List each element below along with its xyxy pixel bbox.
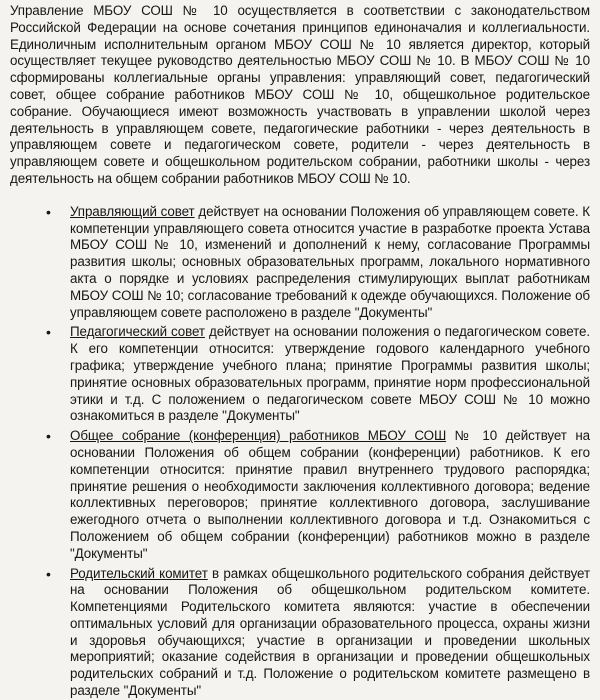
intro-paragraph: Управление МБОУ СОШ № 10 осуществляется в соответствии с законодательством Российской Федерации на основе сочетания принципов единоначалия и коллегиальности. Единоличным исполнительным органом МБОУ СОШ № 10 является директор, который осуществляет текущее руководство деятельностью МБОУ СОШ № 10. В МБОУ СОШ № 10 сформированы коллегиальные органы управления: управляющий совет, педагогический совет, общее собрание работников МБОУ СОШ № 10, общешкольное родительское собрание. Обучающиеся имеют возможность участвовать в управлении школой через деятельность в управляющем совете, педагогические работники - через деятельность в управляющем совете и педагогическом совете, родители - через деятельность в управляющем совете и общешкольном родительском собрании, работники школы - через деятельность на общем собрании работников МБОУ СОШ № 10.	[10, 3, 590, 186]
bullet-icon: •	[46, 565, 51, 582]
governing-bodies-list	[10, 204, 590, 700]
list-item-title: Общее собрание (конференция) работников МБОУ СОШ	[70, 428, 447, 444]
list-item-pedagogical-council	[46, 324, 590, 425]
list-item-title: Управляющий совет	[70, 203, 195, 219]
bullet-icon: •	[46, 428, 51, 445]
list-item-managing-council	[46, 203, 590, 322]
bullet-icon: •	[46, 203, 51, 220]
list-item-title: Родительский комитет	[70, 565, 208, 581]
list-item-text: действует на основании положения о педагогическом совете. К его компетенции относится: утверждение годового календарного учебного графика; утверждение учебного плана; принятие Программы развития школы; принятие основных образовательных программ, принятие норм профессиональной этики и т.д. С положением о педагогическом совете МБОУ СОШ № 10 можно ознакомиться в разделе "Документы"	[70, 324, 590, 424]
list-item-text: действует на основании Положения об управляющем совете. К компетенции управляющего совета относится участие в разработке проекта Устава МБОУ СОШ № 10, изменений и дополнений к нему, согласование Программы развития школы; основных образовательных программ, локального нормативного акта о порядке и условиях распределения стимулирующих выплат работникам МБОУ СОШ № 10; согласование требований к одежде обучающихся. Положение об управляющем совете расположено в разделе "Документы"	[70, 203, 590, 320]
list-item-text: № 10 действует на основании Положения об общем собрании (конференции) работников. К его компетенции относится: принятие правил внутреннего трудового распорядка; принятие решения о необходимости заключения коллективного договора; ведение коллективных переговоров; принятие коллективного договора, заслушивание ежегодного отчета о выполнении коллективного договора и т.д. Ознакомиться с Положением об общем собрании (конференции) работников можно в разделе "Документы"	[70, 428, 590, 561]
list-item-parent-committee	[46, 565, 590, 700]
list-item-general-meeting	[46, 428, 590, 562]
bullet-icon: •	[46, 324, 51, 341]
list-item-text: в рамках общешкольного родительского собрания действует на основании Положения об общешкольном родительском комитете. Компетенциями Родительского комитета являются: участие в обеспечении оптимальных условий для организации образовательного процесса, охраны жизни и здоровья обучающихся; участие в организации и проведении школьных мероприятий; оказание содействия в организации и проведении общешкольных родительских собраний и т.д. Положение о родительском комитете размещено в разделе "Документы"	[70, 565, 590, 699]
list-item-title: Педагогический совет	[70, 324, 205, 340]
